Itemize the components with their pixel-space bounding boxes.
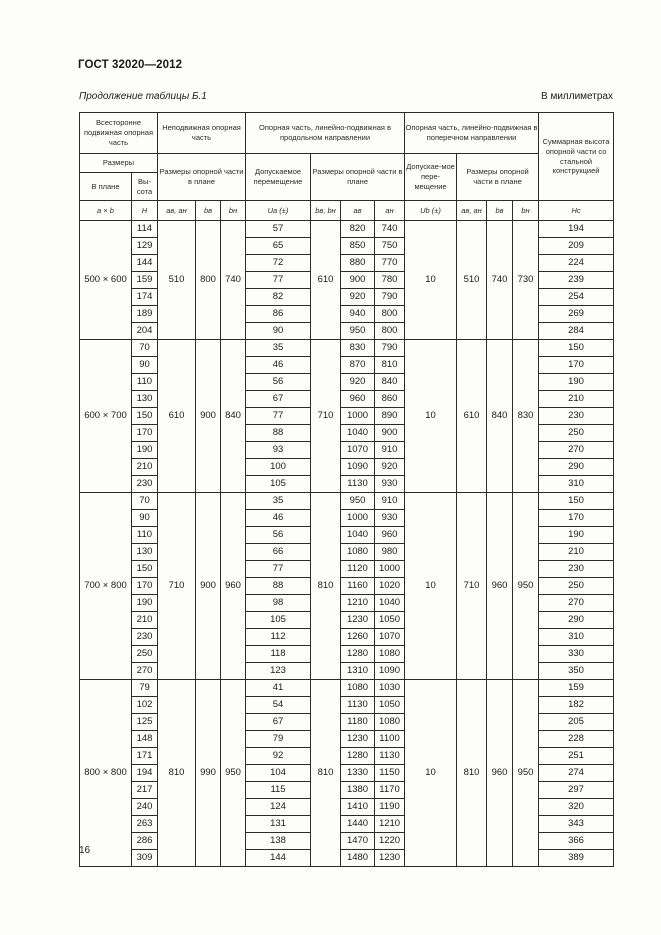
total-height-Hc-cell: 389 bbox=[539, 850, 614, 867]
long-an-cell: 1130 bbox=[375, 748, 405, 765]
long-bv-bn-cell: 810 bbox=[311, 680, 341, 867]
long-an-cell: 1190 bbox=[375, 799, 405, 816]
long-an-cell: 1020 bbox=[375, 578, 405, 595]
height-H-cell: 230 bbox=[132, 476, 158, 493]
total-height-Hc-cell: 150 bbox=[539, 493, 614, 510]
header-fixed: Неподвижная опорная часть bbox=[158, 113, 246, 154]
shift-Ua-cell: 56 bbox=[246, 527, 311, 544]
symbol-Ub: Ub (±) bbox=[405, 201, 457, 221]
symbol-trans-bn: bн bbox=[513, 201, 539, 221]
total-height-Hc-cell: 170 bbox=[539, 510, 614, 527]
height-H-cell: 150 bbox=[132, 408, 158, 425]
plan-size-cell: 800 × 800 bbox=[80, 680, 132, 867]
trans-bv-cell: 960 bbox=[487, 680, 513, 867]
long-an-cell: 1150 bbox=[375, 765, 405, 782]
page-number: 16 bbox=[79, 845, 91, 856]
total-height-Hc-cell: 320 bbox=[539, 799, 614, 816]
long-av-cell: 1120 bbox=[341, 561, 375, 578]
long-an-cell: 1170 bbox=[375, 782, 405, 799]
fixed-bv-cell: 800 bbox=[196, 221, 221, 340]
long-av-cell: 1160 bbox=[341, 578, 375, 595]
total-height-Hc-cell: 297 bbox=[539, 782, 614, 799]
height-H-cell: 159 bbox=[132, 272, 158, 289]
header-height: Вы-сота bbox=[132, 173, 158, 201]
height-H-cell: 102 bbox=[132, 697, 158, 714]
trans-bn-cell: 730 bbox=[513, 221, 539, 340]
fixed-bv-cell: 900 bbox=[196, 493, 221, 680]
trans-bn-cell: 950 bbox=[513, 493, 539, 680]
shift-Ua-cell: 72 bbox=[246, 255, 311, 272]
total-height-Hc-cell: 274 bbox=[539, 765, 614, 782]
total-height-Hc-cell: 310 bbox=[539, 476, 614, 493]
shift-Ua-cell: 82 bbox=[246, 289, 311, 306]
total-height-Hc-cell: 228 bbox=[539, 731, 614, 748]
header-in-plan: В плане bbox=[80, 173, 132, 201]
trans-av-an-cell: 510 bbox=[457, 221, 487, 340]
header-allowed-shift-trans: Допускае-мое пере-мещение bbox=[405, 154, 457, 201]
total-height-Hc-cell: 159 bbox=[539, 680, 614, 697]
long-av-cell: 850 bbox=[341, 238, 375, 255]
total-height-Hc-cell: 190 bbox=[539, 374, 614, 391]
height-H-cell: 210 bbox=[132, 612, 158, 629]
height-H-cell: 286 bbox=[132, 833, 158, 850]
header-total-height: Суммарная высота опорной части со стальной конструкцией bbox=[539, 113, 614, 201]
long-av-cell: 1130 bbox=[341, 476, 375, 493]
header-long-plan-sizes: Размеры опорной части в плане bbox=[311, 154, 405, 201]
fixed-av-an-cell: 710 bbox=[158, 493, 196, 680]
table-row bbox=[80, 493, 614, 510]
fixed-av-an-cell: 810 bbox=[158, 680, 196, 867]
table-row bbox=[80, 340, 614, 357]
height-H-cell: 90 bbox=[132, 510, 158, 527]
plan-size-cell: 600 × 700 bbox=[80, 340, 132, 493]
long-av-cell: 1280 bbox=[341, 646, 375, 663]
units-label: В миллиметрах bbox=[541, 91, 613, 102]
long-an-cell: 810 bbox=[375, 357, 405, 374]
shift-Ub-cell: 10 bbox=[405, 221, 457, 340]
shift-Ua-cell: 105 bbox=[246, 476, 311, 493]
shift-Ua-cell: 79 bbox=[246, 731, 311, 748]
shift-Ub-cell: 10 bbox=[405, 340, 457, 493]
shift-Ua-cell: 90 bbox=[246, 323, 311, 340]
header-trans-plan-sizes: Размеры опорной части в плане bbox=[457, 154, 539, 201]
trans-av-an-cell: 610 bbox=[457, 340, 487, 493]
long-an-cell: 920 bbox=[375, 459, 405, 476]
height-H-cell: 170 bbox=[132, 578, 158, 595]
height-H-cell: 250 bbox=[132, 646, 158, 663]
long-av-cell: 960 bbox=[341, 391, 375, 408]
shift-Ua-cell: 77 bbox=[246, 272, 311, 289]
long-an-cell: 1030 bbox=[375, 680, 405, 697]
long-av-cell: 1130 bbox=[341, 697, 375, 714]
symbol-bv-bn: bв, bн bbox=[311, 201, 341, 221]
symbol-av-an: aв, aн bbox=[158, 201, 196, 221]
long-av-cell: 920 bbox=[341, 289, 375, 306]
shift-Ua-cell: 144 bbox=[246, 850, 311, 867]
height-H-cell: 309 bbox=[132, 850, 158, 867]
height-H-cell: 70 bbox=[132, 493, 158, 510]
long-av-cell: 940 bbox=[341, 306, 375, 323]
height-H-cell: 90 bbox=[132, 357, 158, 374]
height-H-cell: 174 bbox=[132, 289, 158, 306]
height-H-cell: 130 bbox=[132, 544, 158, 561]
long-an-cell: 840 bbox=[375, 374, 405, 391]
long-an-cell: 980 bbox=[375, 544, 405, 561]
long-an-cell: 1230 bbox=[375, 850, 405, 867]
height-H-cell: 270 bbox=[132, 663, 158, 680]
long-an-cell: 1220 bbox=[375, 833, 405, 850]
long-an-cell: 910 bbox=[375, 493, 405, 510]
long-av-cell: 1040 bbox=[341, 527, 375, 544]
total-height-Hc-cell: 290 bbox=[539, 459, 614, 476]
long-an-cell: 1080 bbox=[375, 646, 405, 663]
fixed-av-an-cell: 510 bbox=[158, 221, 196, 340]
fixed-bn-cell: 950 bbox=[221, 680, 246, 867]
long-av-cell: 1380 bbox=[341, 782, 375, 799]
symbol-trans-av-an: aв, aн bbox=[457, 201, 487, 221]
long-av-cell: 1000 bbox=[341, 510, 375, 527]
long-av-cell: 1410 bbox=[341, 799, 375, 816]
height-H-cell: 204 bbox=[132, 323, 158, 340]
long-av-cell: 1230 bbox=[341, 731, 375, 748]
long-av-cell: 1210 bbox=[341, 595, 375, 612]
document-code: ГОСТ 32020—2012 bbox=[78, 59, 183, 71]
trans-bv-cell: 740 bbox=[487, 221, 513, 340]
long-an-cell: 860 bbox=[375, 391, 405, 408]
shift-Ua-cell: 88 bbox=[246, 578, 311, 595]
shift-Ua-cell: 57 bbox=[246, 221, 311, 238]
shift-Ua-cell: 77 bbox=[246, 408, 311, 425]
fixed-bn-cell: 960 bbox=[221, 493, 246, 680]
long-an-cell: 1050 bbox=[375, 697, 405, 714]
total-height-Hc-cell: 270 bbox=[539, 442, 614, 459]
shift-Ua-cell: 46 bbox=[246, 510, 311, 527]
total-height-Hc-cell: 251 bbox=[539, 748, 614, 765]
symbol-Hc: Hc bbox=[539, 201, 614, 221]
long-an-cell: 800 bbox=[375, 323, 405, 340]
shift-Ub-cell: 10 bbox=[405, 680, 457, 867]
long-av-cell: 1440 bbox=[341, 816, 375, 833]
long-av-cell: 900 bbox=[341, 272, 375, 289]
long-an-cell: 1090 bbox=[375, 663, 405, 680]
total-height-Hc-cell: 250 bbox=[539, 578, 614, 595]
shift-Ub-cell: 10 bbox=[405, 493, 457, 680]
fixed-bn-cell: 840 bbox=[221, 340, 246, 493]
long-av-cell: 1080 bbox=[341, 544, 375, 561]
fixed-bv-cell: 990 bbox=[196, 680, 221, 867]
total-height-Hc-cell: 284 bbox=[539, 323, 614, 340]
height-H-cell: 110 bbox=[132, 527, 158, 544]
long-av-cell: 870 bbox=[341, 357, 375, 374]
shift-Ua-cell: 54 bbox=[246, 697, 311, 714]
shift-Ua-cell: 98 bbox=[246, 595, 311, 612]
plan-size-cell: 500 × 600 bbox=[80, 221, 132, 340]
shift-Ua-cell: 66 bbox=[246, 544, 311, 561]
long-av-cell: 950 bbox=[341, 493, 375, 510]
long-an-cell: 1050 bbox=[375, 612, 405, 629]
header-allowed-shift-long: Допускаемое перемещение bbox=[246, 154, 311, 201]
long-av-cell: 950 bbox=[341, 323, 375, 340]
shift-Ua-cell: 67 bbox=[246, 714, 311, 731]
total-height-Hc-cell: 205 bbox=[539, 714, 614, 731]
height-H-cell: 79 bbox=[132, 680, 158, 697]
long-an-cell: 750 bbox=[375, 238, 405, 255]
shift-Ua-cell: 67 bbox=[246, 391, 311, 408]
height-H-cell: 194 bbox=[132, 765, 158, 782]
shift-Ua-cell: 65 bbox=[246, 238, 311, 255]
shift-Ua-cell: 112 bbox=[246, 629, 311, 646]
long-av-cell: 880 bbox=[341, 255, 375, 272]
long-av-cell: 1000 bbox=[341, 408, 375, 425]
trans-av-an-cell: 810 bbox=[457, 680, 487, 867]
shift-Ua-cell: 118 bbox=[246, 646, 311, 663]
long-an-cell: 790 bbox=[375, 289, 405, 306]
shift-Ua-cell: 100 bbox=[246, 459, 311, 476]
long-av-cell: 1180 bbox=[341, 714, 375, 731]
long-bv-bn-cell: 810 bbox=[311, 493, 341, 680]
fixed-bv-cell: 900 bbox=[196, 340, 221, 493]
height-H-cell: 230 bbox=[132, 629, 158, 646]
total-height-Hc-cell: 270 bbox=[539, 595, 614, 612]
shift-Ua-cell: 105 bbox=[246, 612, 311, 629]
long-an-cell: 790 bbox=[375, 340, 405, 357]
long-an-cell: 890 bbox=[375, 408, 405, 425]
symbol-bn: bн bbox=[221, 201, 246, 221]
height-H-cell: 170 bbox=[132, 425, 158, 442]
total-height-Hc-cell: 269 bbox=[539, 306, 614, 323]
total-height-Hc-cell: 194 bbox=[539, 221, 614, 238]
symbol-av: aв bbox=[341, 201, 375, 221]
shift-Ua-cell: 104 bbox=[246, 765, 311, 782]
long-an-cell: 780 bbox=[375, 272, 405, 289]
header-fixed-plan-sizes: Размеры опорной части в плане bbox=[158, 154, 246, 201]
long-an-cell: 1080 bbox=[375, 714, 405, 731]
trans-bn-cell: 830 bbox=[513, 340, 539, 493]
total-height-Hc-cell: 290 bbox=[539, 612, 614, 629]
height-H-cell: 110 bbox=[132, 374, 158, 391]
shift-Ua-cell: 35 bbox=[246, 340, 311, 357]
height-H-cell: 125 bbox=[132, 714, 158, 731]
total-height-Hc-cell: 150 bbox=[539, 340, 614, 357]
total-height-Hc-cell: 170 bbox=[539, 357, 614, 374]
height-H-cell: 240 bbox=[132, 799, 158, 816]
total-height-Hc-cell: 330 bbox=[539, 646, 614, 663]
total-height-Hc-cell: 366 bbox=[539, 833, 614, 850]
long-av-cell: 1280 bbox=[341, 748, 375, 765]
long-av-cell: 1080 bbox=[341, 680, 375, 697]
plan-size-cell: 700 × 800 bbox=[80, 493, 132, 680]
fixed-av-an-cell: 610 bbox=[158, 340, 196, 493]
long-an-cell: 930 bbox=[375, 510, 405, 527]
long-an-cell: 900 bbox=[375, 425, 405, 442]
height-H-cell: 70 bbox=[132, 340, 158, 357]
total-height-Hc-cell: 230 bbox=[539, 561, 614, 578]
table-row bbox=[80, 221, 614, 238]
long-av-cell: 1090 bbox=[341, 459, 375, 476]
long-bv-bn-cell: 610 bbox=[311, 221, 341, 340]
header-transverse: Опорная часть, линейно-подвижная в поперечном направлении bbox=[405, 113, 539, 154]
header-sizes: Размеры bbox=[80, 154, 158, 173]
long-an-cell: 770 bbox=[375, 255, 405, 272]
shift-Ua-cell: 92 bbox=[246, 748, 311, 765]
long-av-cell: 830 bbox=[341, 340, 375, 357]
height-H-cell: 263 bbox=[132, 816, 158, 833]
total-height-Hc-cell: 310 bbox=[539, 629, 614, 646]
long-av-cell: 1260 bbox=[341, 629, 375, 646]
long-av-cell: 1470 bbox=[341, 833, 375, 850]
shift-Ua-cell: 115 bbox=[246, 782, 311, 799]
table-body bbox=[80, 221, 614, 867]
symbol-trans-bv: bв bbox=[487, 201, 513, 221]
total-height-Hc-cell: 182 bbox=[539, 697, 614, 714]
long-av-cell: 1330 bbox=[341, 765, 375, 782]
total-height-Hc-cell: 224 bbox=[539, 255, 614, 272]
long-an-cell: 1210 bbox=[375, 816, 405, 833]
height-H-cell: 129 bbox=[132, 238, 158, 255]
shift-Ua-cell: 86 bbox=[246, 306, 311, 323]
symbol-a-x-b: a × b bbox=[80, 201, 132, 221]
height-H-cell: 190 bbox=[132, 442, 158, 459]
long-av-cell: 1310 bbox=[341, 663, 375, 680]
height-H-cell: 217 bbox=[132, 782, 158, 799]
long-an-cell: 1000 bbox=[375, 561, 405, 578]
symbol-H: H bbox=[132, 201, 158, 221]
trans-bv-cell: 840 bbox=[487, 340, 513, 493]
symbol-Ua: Ua (±) bbox=[246, 201, 311, 221]
height-H-cell: 210 bbox=[132, 459, 158, 476]
shift-Ua-cell: 35 bbox=[246, 493, 311, 510]
total-height-Hc-cell: 210 bbox=[539, 391, 614, 408]
shift-Ua-cell: 41 bbox=[246, 680, 311, 697]
header-all-directions: Всесторонне подвижная опорная часть bbox=[80, 113, 158, 154]
header-longitudinal: Опорная часть, линейно-подвижная в продольном направлении bbox=[246, 113, 405, 154]
symbol-bv: bв bbox=[196, 201, 221, 221]
long-an-cell: 800 bbox=[375, 306, 405, 323]
height-H-cell: 150 bbox=[132, 561, 158, 578]
long-an-cell: 1070 bbox=[375, 629, 405, 646]
total-height-Hc-cell: 230 bbox=[539, 408, 614, 425]
height-H-cell: 190 bbox=[132, 595, 158, 612]
shift-Ua-cell: 123 bbox=[246, 663, 311, 680]
total-height-Hc-cell: 210 bbox=[539, 544, 614, 561]
long-av-cell: 1230 bbox=[341, 612, 375, 629]
height-H-cell: 114 bbox=[132, 221, 158, 238]
trans-bn-cell: 950 bbox=[513, 680, 539, 867]
table-caption: Продолжение таблицы Б.1 bbox=[79, 91, 207, 102]
long-an-cell: 740 bbox=[375, 221, 405, 238]
trans-av-an-cell: 710 bbox=[457, 493, 487, 680]
long-bv-bn-cell: 710 bbox=[311, 340, 341, 493]
long-an-cell: 1100 bbox=[375, 731, 405, 748]
total-height-Hc-cell: 239 bbox=[539, 272, 614, 289]
total-height-Hc-cell: 343 bbox=[539, 816, 614, 833]
long-av-cell: 820 bbox=[341, 221, 375, 238]
long-an-cell: 960 bbox=[375, 527, 405, 544]
total-height-Hc-cell: 250 bbox=[539, 425, 614, 442]
total-height-Hc-cell: 254 bbox=[539, 289, 614, 306]
total-height-Hc-cell: 190 bbox=[539, 527, 614, 544]
shift-Ua-cell: 124 bbox=[246, 799, 311, 816]
long-av-cell: 1480 bbox=[341, 850, 375, 867]
shift-Ua-cell: 77 bbox=[246, 561, 311, 578]
trans-bv-cell: 960 bbox=[487, 493, 513, 680]
height-H-cell: 171 bbox=[132, 748, 158, 765]
long-an-cell: 1040 bbox=[375, 595, 405, 612]
long-av-cell: 920 bbox=[341, 374, 375, 391]
symbol-an: aн bbox=[375, 201, 405, 221]
shift-Ua-cell: 131 bbox=[246, 816, 311, 833]
fixed-bn-cell: 740 bbox=[221, 221, 246, 340]
long-av-cell: 1070 bbox=[341, 442, 375, 459]
long-av-cell: 1040 bbox=[341, 425, 375, 442]
total-height-Hc-cell: 350 bbox=[539, 663, 614, 680]
long-an-cell: 930 bbox=[375, 476, 405, 493]
shift-Ua-cell: 93 bbox=[246, 442, 311, 459]
long-an-cell: 910 bbox=[375, 442, 405, 459]
height-H-cell: 130 bbox=[132, 391, 158, 408]
table-row bbox=[80, 680, 614, 697]
shift-Ua-cell: 138 bbox=[246, 833, 311, 850]
total-height-Hc-cell: 209 bbox=[539, 238, 614, 255]
dimensions-table bbox=[79, 112, 614, 867]
height-H-cell: 189 bbox=[132, 306, 158, 323]
shift-Ua-cell: 88 bbox=[246, 425, 311, 442]
shift-Ua-cell: 46 bbox=[246, 357, 311, 374]
shift-Ua-cell: 56 bbox=[246, 374, 311, 391]
height-H-cell: 148 bbox=[132, 731, 158, 748]
height-H-cell: 144 bbox=[132, 255, 158, 272]
